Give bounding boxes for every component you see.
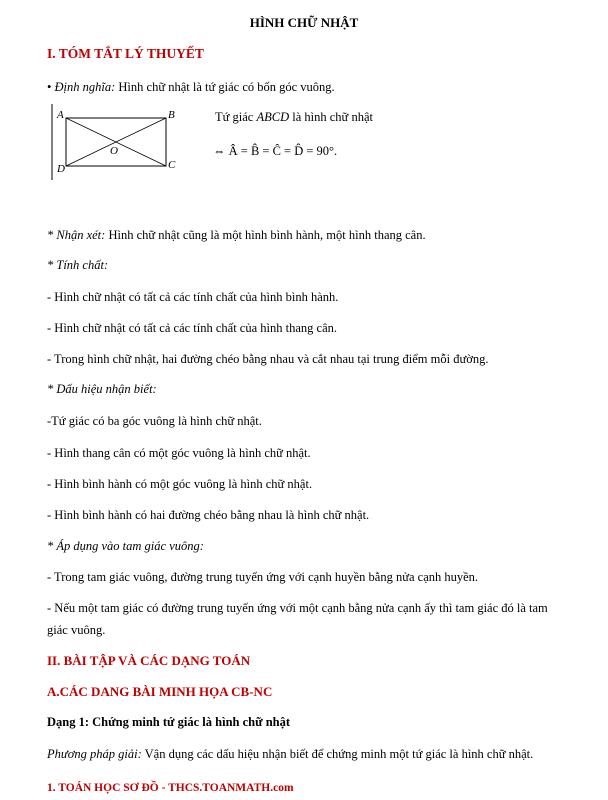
type-1-heading: Dạng 1: Chứng minh tứ giác là hình chữ nhật [47,715,291,729]
vertex-b-label: B [168,109,175,121]
method-label: Phương pháp giải: [47,747,142,761]
figure-caption-2: ⇔ Â = B̂ = Ĉ = D̂ = 90°. [213,144,338,158]
property-item-1: - Hình chữ nhật có tất cả các tính chất của hình bình hành. [47,290,339,304]
center-o-label: O [110,145,118,157]
method-line: Phương pháp giải: Vận dụng các dấu hiệu nhận biết để chứng minh một tứ giác là hình chữ nhật. [47,747,534,761]
vertex-a-label: A [57,109,64,121]
definition-label: Định nghĩa: [54,80,116,94]
definition-line: • Định nghĩa: Hình chữ nhật là tứ giác có bốn góc vuông. [47,80,335,94]
figure-caption-1: Tứ giác ABCD là hình chữ nhật [215,110,373,124]
application-item-2-line-2: giác vuông. [47,623,106,637]
page-footer: 1. TOÁN HỌC SƠ ĐỒ - THCS.TOANMATH.com [47,782,294,794]
vertex-c-label: C [168,159,176,171]
section-a-heading: A.CÁC DANG BÀI MINH HỌA CB-NC [47,684,273,699]
application-item-1: - Trong tam giác vuông, đường trung tuyến ứng với cạnh huyền bằng nửa cạnh huyền. [47,570,479,584]
vertex-d-label: D [57,163,65,175]
application-label: * Áp dụng vào tam giác vuông: [47,539,204,553]
remark-line: * Nhận xét: Hình chữ nhật cũng là một hình bình hành, một hình thang cân. [47,228,426,242]
property-item-2: - Hình chữ nhật có tất cả các tính chất của hình thang cân. [47,321,337,335]
properties-label: * Tính chất: [47,258,109,272]
sign-item-4: - Hình bình hành có hai đường chéo bằng nhau là hình chữ nhật. [47,508,370,522]
rectangle-figure [50,104,190,184]
sign-item-3: - Hình bình hành có một góc vuông là hình chữ nhật. [47,477,313,491]
application-item-2-line-1: - Nếu một tam giác có đường trung tuyến ứng với một cạnh bằng nửa cạnh ấy thì tam giác đó là tam [47,601,548,615]
section-theory-heading: I. TÓM TẮT LÝ THUYẾT [47,46,204,61]
section-exercises-heading: II. BÀI TẬP VÀ CÁC DẠNG TOÁN [47,653,251,668]
sign-item-2: - Hình thang cân có một góc vuông là hình chữ nhật. [47,446,311,460]
property-item-3: - Trong hình chữ nhật, hai đường chéo bằng nhau và cắt nhau tại trung điểm mỗi đường. [47,352,489,366]
page-title: HÌNH CHỮ NHẬT [249,15,359,30]
definition-text: Hình chữ nhật là tứ giác có bốn góc vuông. [115,80,335,94]
signs-label: * Dấu hiệu nhận biết: [47,382,157,396]
remark-label: * Nhận xét: [47,228,106,242]
sign-item-1: -Tứ giác có ba góc vuông là hình chữ nhật. [47,414,262,428]
